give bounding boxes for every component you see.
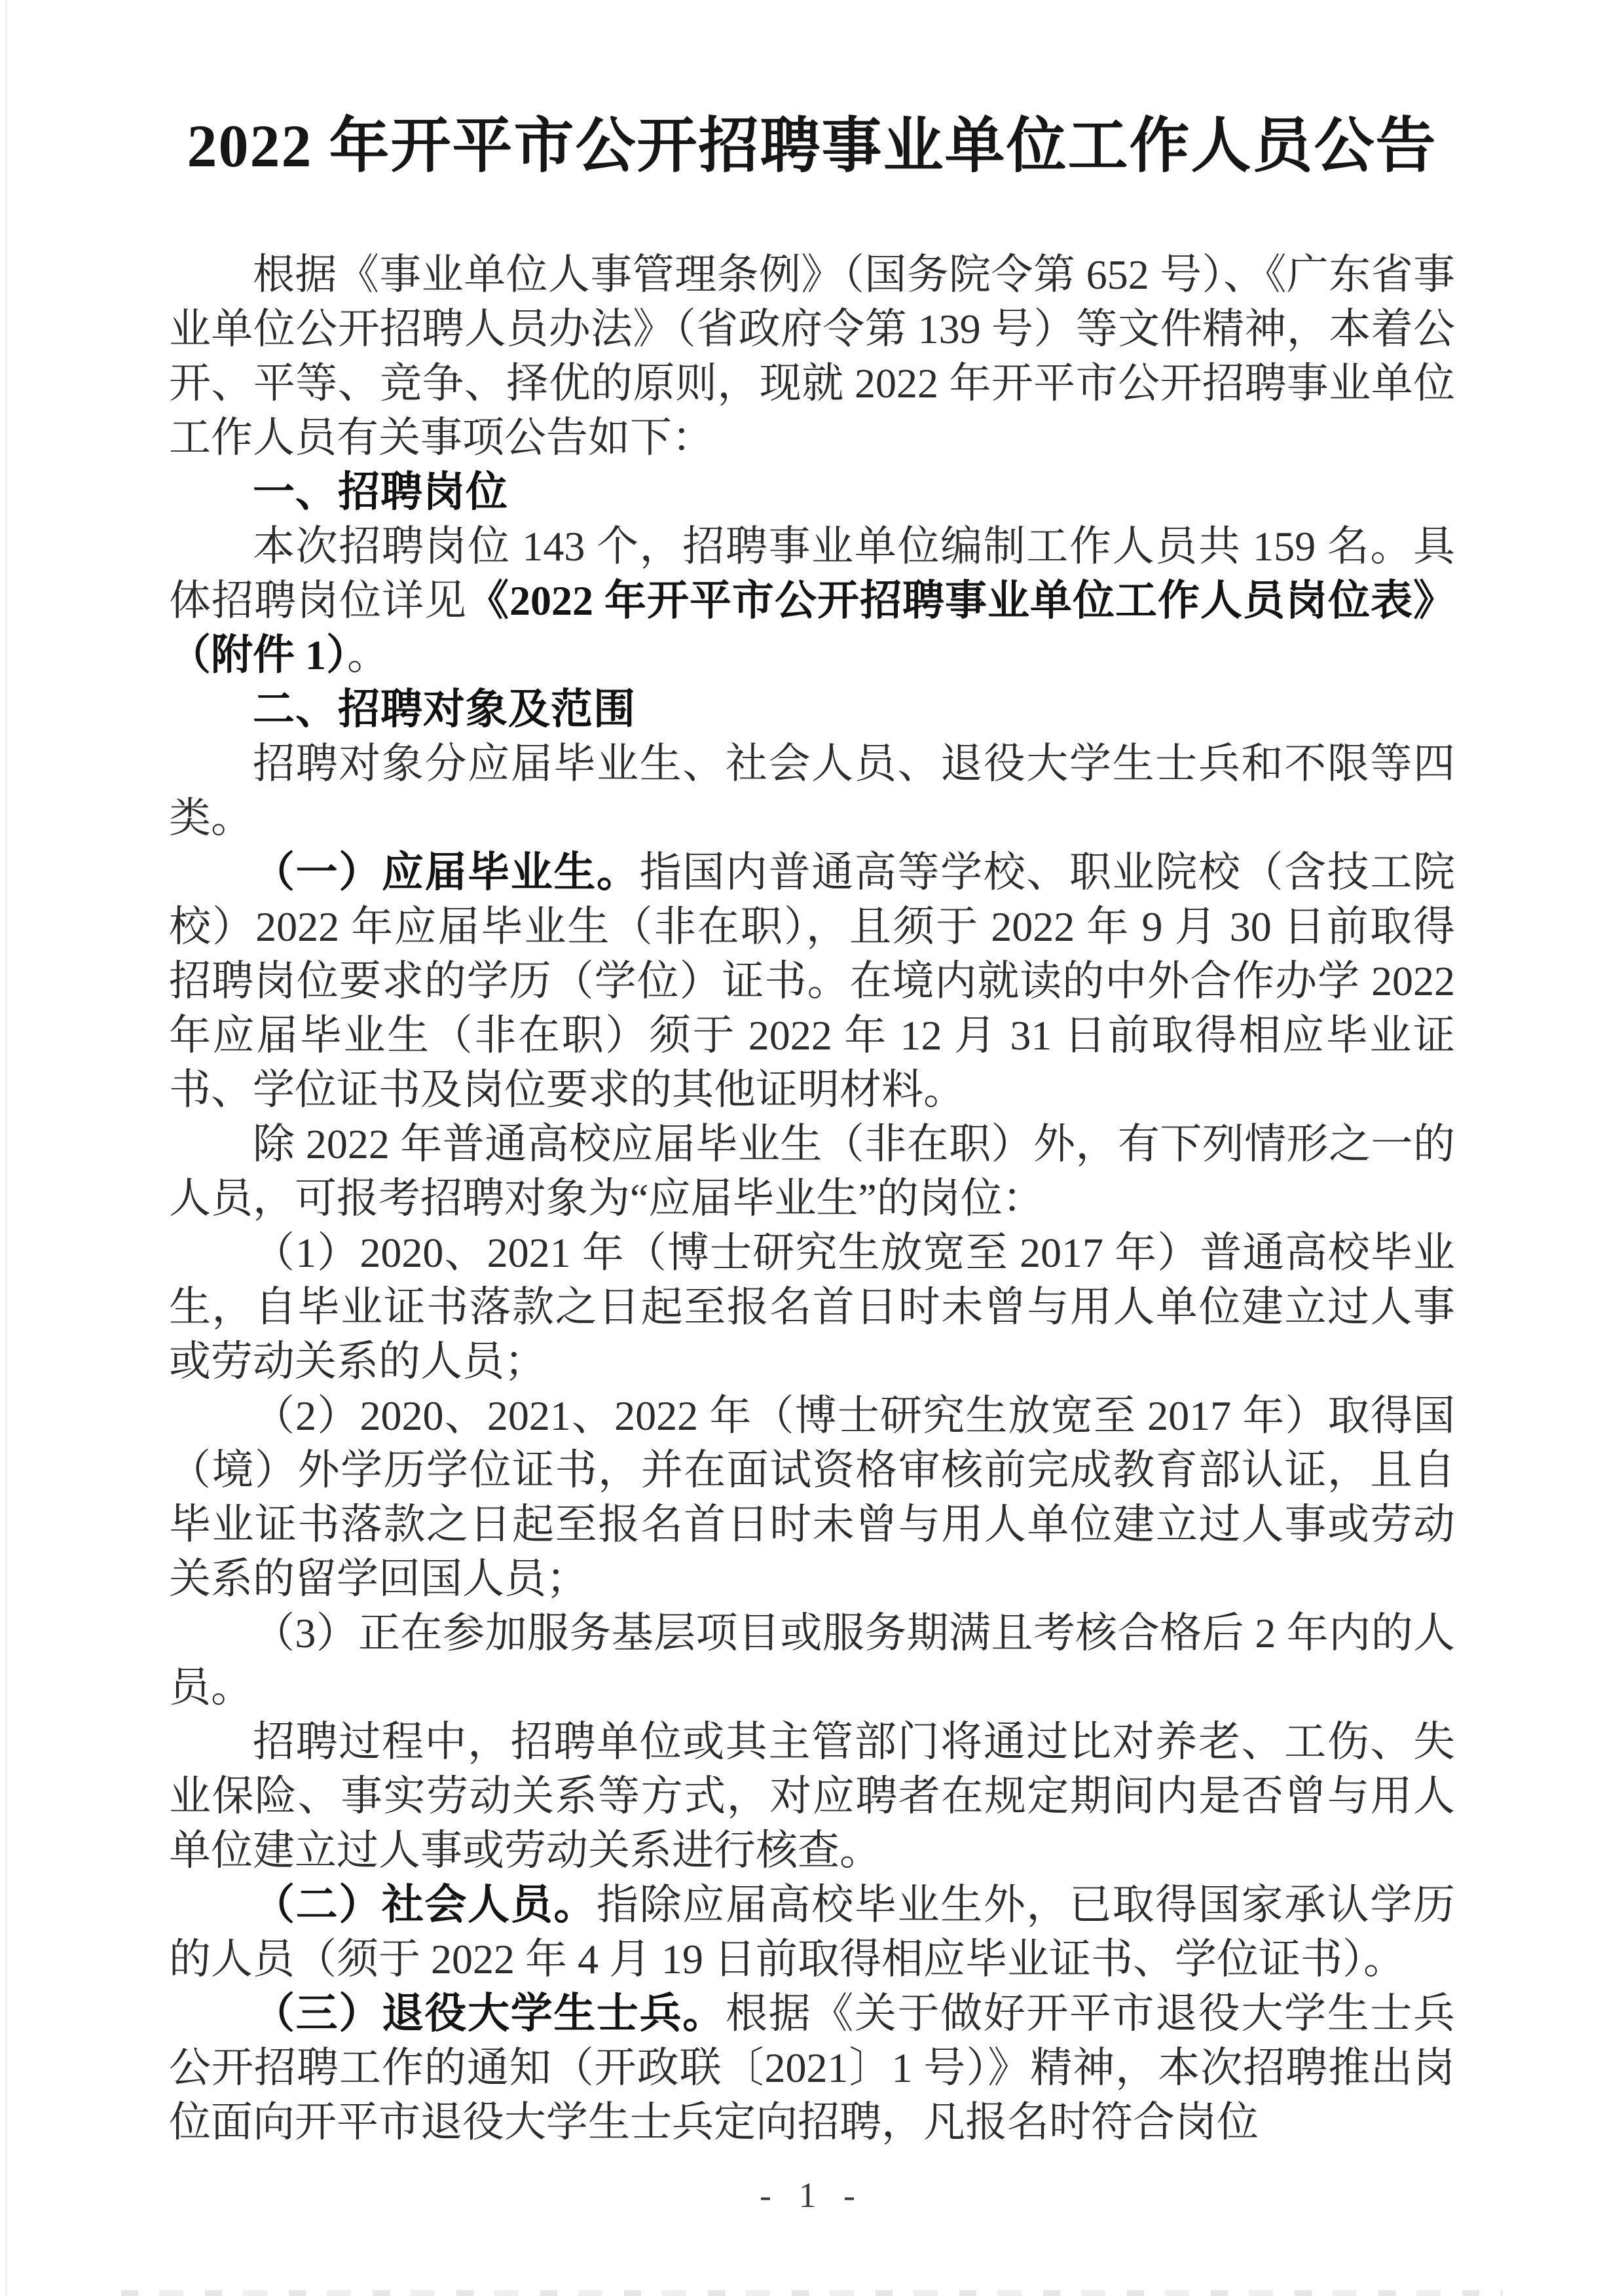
paragraph-intro: 根据《事业单位人事管理条例》（国务院令第 652 号）、《广东省事业单位公开招聘人员办法》（省政府令第 139 号）等文件精神，本着公开、平等、竞争、择优的原则，现就 2022 年开平市公开招聘事业单位工作人员有关事项公告如下：	[169, 251, 1455, 461]
paragraph-item-2	[169, 1878, 1455, 1986]
heading-section-1: 一、招聘岗位	[253, 468, 508, 515]
item-2-text: 指除应届高校毕业生外，已取得国家承认学历的人员（须于 2022 年 4 月 19 日前取得相应毕业证书、学位证书）。	[169, 1882, 1456, 1982]
paragraph-section-1-period: 。	[347, 632, 389, 678]
attachment-reference-bold: 《2022 年开平市公开招聘事业单位工作人员岗位表》（附件 1）	[169, 577, 1455, 678]
item-3-text: 根据《关于做好开平市退役大学生士兵公开招聘工作的通知（开政联〔2021〕1 号）》精神，本次招聘推出岗位面向开平市退役大学生士兵定向招聘，凡报名时符合岗位	[169, 1990, 1456, 2145]
paragraph-item-1-check: 招聘过程中，招聘单位或其主管部门将通过比对养老、工伤、失业保险、事实劳动关系等方式，对应聘者在规定期间内是否曾与用人单位建立过人事或劳动关系进行核查。	[169, 1719, 1455, 1874]
paragraph-section-1-text: 本次招聘岗位 143 个，招聘事业单位编制工作人员共 159 名。具体招聘岗位详见	[169, 523, 1455, 624]
scan-artifact-bottom-cutoff-text	[121, 2290, 1503, 2296]
paragraph-item-1-sub-3: （3）正在参加服务基层项目或服务期满且考核合格后 2 年内的人员。	[169, 1610, 1455, 1711]
paragraph-item-1-sub-2: （2）2020、2021、2022 年（博士研究生放宽至 2017 年）取得国（境）外学历学位证书，并在面试资格审核前完成教育部认证，且自毕业证书落款之日起至报名首日时未曾与用人单位建立过人事或劳动关系的留学回国人员；	[169, 1393, 1455, 1602]
paragraph-item-1	[169, 845, 1455, 1117]
item-1-lead: （一）应届毕业生。	[253, 849, 640, 896]
paragraph-item-1-note: 除 2022 年普通高校应届毕业生（非在职）外，有下列情形之一的人员，可报考招聘对象为“应届毕业生”的岗位：	[169, 1121, 1455, 1222]
paragraph-section-2-intro: 招聘对象分应届毕业生、社会人员、退役大学生士兵和不限等四类。	[169, 740, 1455, 841]
item-2-lead: （二）社会人员。	[253, 1882, 597, 1928]
item-3-lead: （三）退役大学生士兵。	[253, 1990, 726, 2037]
item-1-text: 指国内普通高等学校、职业院校（含技工院校）2022 年应届毕业生（非在职），且须于 2022 年 9 月 30 日前取得招聘岗位要求的学历（学位）证书。在境内就读的中外合作办学 2022 年应届毕业生（非在职）须于 2022 年 12 月 31 日前取得相应毕业证书、学位证书及岗位要求的其他证明材料。	[169, 849, 1456, 1113]
document-body	[169, 247, 1455, 2149]
paragraph-item-1-sub-1: （1）2020、2021 年（博士研究生放宽至 2017 年）普通高校毕业生，自毕业证书落款之日起至报名首日时未曾与用人单位建立过人事或劳动关系的人员；	[169, 1230, 1455, 1385]
heading-section-2: 二、招聘对象及范围	[253, 685, 636, 733]
scan-artifact-left-edge	[5, 0, 7, 2296]
paragraph-item-3	[169, 1986, 1455, 2149]
paragraph-section-1	[169, 519, 1455, 682]
document-title: 2022 年开平市公开招聘事业单位工作人员公告	[187, 113, 1437, 179]
page-number: - 1 -	[760, 2176, 864, 2215]
